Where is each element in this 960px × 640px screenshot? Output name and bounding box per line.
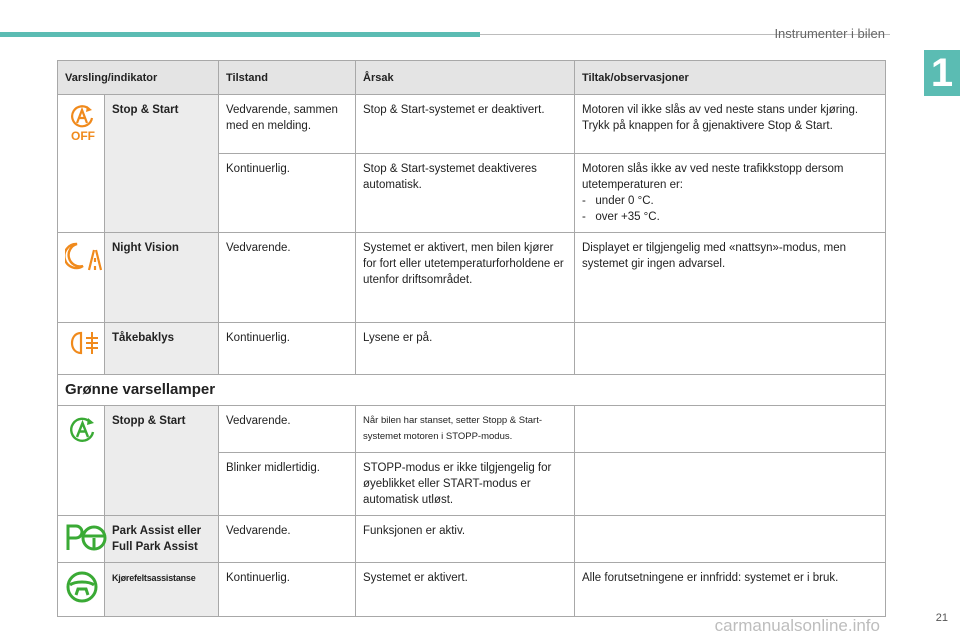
table-row (58, 323, 886, 375)
indicator-name: Night Vision (105, 233, 219, 323)
svg-text:OFF: OFF (71, 129, 95, 142)
cause-cell: Lysene er på. (356, 323, 575, 375)
fog-light-icon (65, 330, 97, 356)
table-row (58, 233, 886, 323)
table-row (58, 406, 886, 453)
night-vision-icon (65, 240, 97, 274)
indicator-name: Tåkebaklys (105, 323, 219, 375)
table-row (58, 95, 886, 154)
cause-cell: Systemet er aktivert. (356, 563, 575, 617)
night-vision-icon-cell (58, 233, 105, 323)
cause-cell: Stop & Start-systemet deaktiveres automatisk. (356, 154, 575, 233)
section-row (58, 375, 886, 406)
park-assist-icon-cell (58, 516, 105, 563)
cause-cell: Stop & Start-systemet er deaktivert. (356, 95, 575, 154)
action-cell: Displayet er tilgjengelig med «nattsyn»-modus, men systemet gir ingen advarsel. (575, 233, 886, 323)
stop-start-green-icon-cell (58, 406, 105, 516)
action-cell: Alle forutsetningene er innfridd: systemet er i bruk. (575, 563, 886, 617)
state-cell: Vedvarende. (219, 406, 356, 453)
action-cell (575, 323, 886, 375)
header-accent-bar (0, 32, 480, 37)
state-cell: Vedvarende, sammen med en melding. (219, 95, 356, 154)
indicator-name: Park Assist eller Full Park Assist (105, 516, 219, 563)
state-cell: Vedvarende. (219, 516, 356, 563)
stop-start-green-icon (65, 413, 97, 445)
action-cell (575, 406, 886, 453)
action-cell (575, 154, 886, 233)
chapter-tab: 1 (924, 50, 960, 96)
fog-light-icon-cell (58, 323, 105, 375)
stop-start-off-icon-cell (58, 95, 105, 233)
action-cell: Motoren vil ikke slås av ved neste stans under kjøring. Trykk på knappen for å gjenaktivere Stop & Start. (575, 95, 886, 154)
action-cell (575, 516, 886, 563)
lane-assist-icon-cell (58, 563, 105, 617)
state-cell: Blinker midlertidig. (219, 453, 356, 516)
action-list-item: - over +35 °C. (582, 211, 660, 223)
table-header-row (58, 61, 886, 95)
park-assist-icon (65, 523, 97, 553)
indicator-name: Stop & Start (105, 95, 219, 233)
state-cell: Kontinuerlig. (219, 323, 356, 375)
column-header-indicator: Varsling/indikator (58, 61, 219, 95)
page-number: 21 (935, 612, 948, 624)
stop-start-off-icon (65, 102, 97, 142)
warning-table (57, 60, 886, 617)
state-cell: Vedvarende. (219, 233, 356, 323)
action-cell (575, 453, 886, 516)
column-header-cause: Årsak (356, 61, 575, 95)
cause-cell: Når bilen har stanset, setter Stopp & Start-systemet motoren i STOPP-modus. (356, 406, 575, 453)
state-cell: Kontinuerlig. (219, 154, 356, 233)
watermark: carmanualsonline.info (714, 616, 880, 635)
state-cell: Kontinuerlig. (219, 563, 356, 617)
cause-cell: Systemet er aktivert, men bilen kjører for fort eller utetemperaturforholdene er utenfor driftsområdet. (356, 233, 575, 323)
column-header-state: Tilstand (219, 61, 356, 95)
indicator-name: Kjørefeltsassistanse (105, 563, 219, 617)
table-row (58, 516, 886, 563)
action-intro: Motoren slås ikke av ved neste trafikkstopp dersom utetemperaturen er: (582, 163, 844, 191)
action-list-item: - under 0 °C. (582, 195, 654, 207)
lane-assist-icon (65, 570, 97, 604)
section-title-green: Grønne varsellamper (58, 375, 886, 406)
column-header-action: Tiltak/observasjoner (575, 61, 886, 95)
indicator-name: Stopp & Start (105, 406, 219, 516)
table-row (58, 563, 886, 617)
section-title: Instrumenter i bilen (774, 26, 885, 41)
cause-cell: STOPP-modus er ikke tilgjengelig for øyeblikket eller START-modus er automatisk utløst. (356, 453, 575, 516)
cause-cell: Funksjonen er aktiv. (356, 516, 575, 563)
